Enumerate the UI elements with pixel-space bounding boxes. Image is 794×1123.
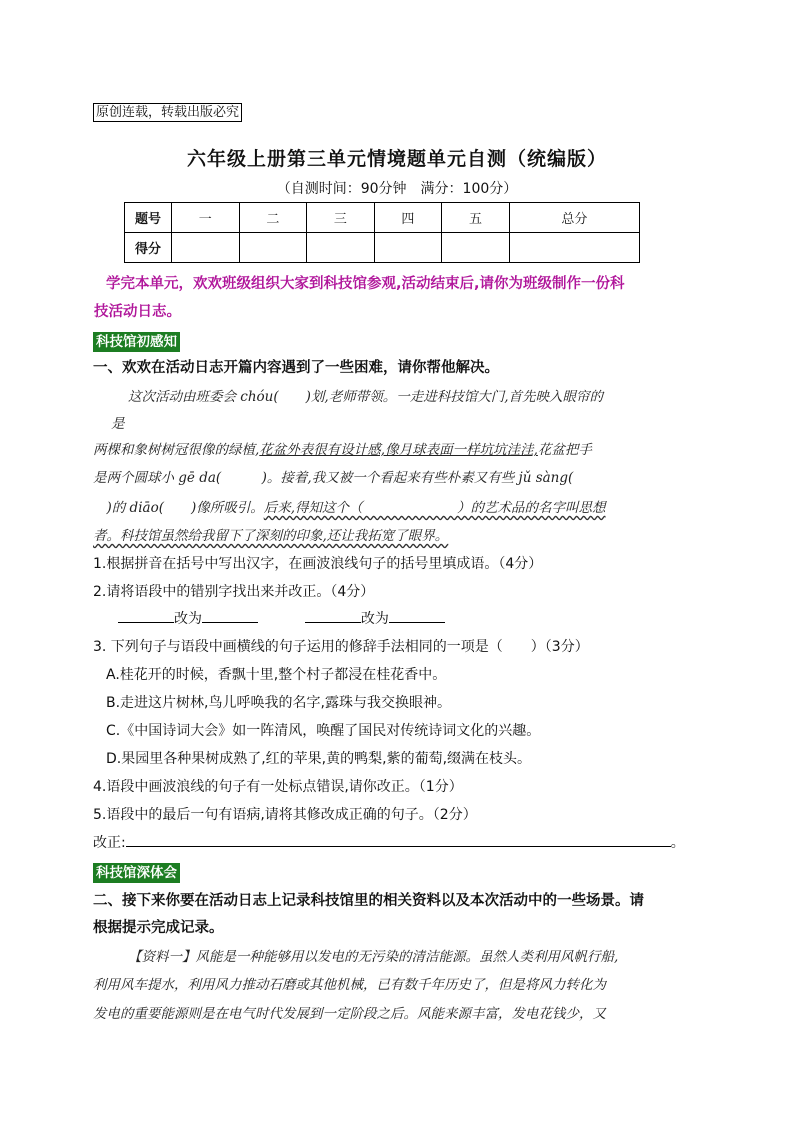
passage-line: [93, 496, 606, 516]
passage-text: )的 diāo( )像所吸引。: [93, 500, 264, 516]
passage-line: 是: [111, 416, 125, 432]
answer-line[interactable]: [126, 846, 671, 847]
section-tag: [93, 861, 180, 881]
question-heading: 一、欢欢在活动日志开篇内容遇到了一些困难，请你帮他解决。: [93, 360, 499, 376]
underlined-sentence: 花盆外表很有设计感,像月球表面一样坑坑洼洼,: [259, 442, 538, 458]
question-2: 2.请将语段中的错别字找出来并改正。（4分）: [93, 584, 375, 600]
table-cell: 四: [374, 203, 442, 233]
question-4: 4.语段中画波浪线的句子有一处标点错误,请你改正。（1分）: [93, 779, 463, 795]
section-tag-label: 科技馆深体会: [93, 863, 180, 883]
page-title: 六年级上册第三单元情境题单元自测（统编版）: [186, 148, 607, 170]
table-row: [125, 203, 640, 233]
table-cell: 总分: [509, 203, 639, 233]
option-a[interactable]: A.桂花开的时候，香飘十里,整个村子都浸在桂花香中。: [106, 667, 447, 683]
score-input-cell[interactable]: [307, 233, 375, 263]
table-cell: 五: [442, 203, 510, 233]
section-tag: [93, 330, 180, 350]
table-cell: 一: [172, 203, 240, 233]
passage-line: 是两个圆球小 gē da( )。接着,我又被一个看起来有些朴素又有些 jǔ sàng(: [93, 470, 574, 486]
table-cell: 三: [307, 203, 375, 233]
answer-blank[interactable]: [202, 622, 258, 623]
question-3: 3. 下列句子与语段中画横线的句子运用的修辞手法相同的一项是（ ）（3分）: [93, 639, 589, 655]
question-5-answer: [93, 832, 685, 852]
exam-subtitle: （自测时间：90分钟 满分：100分）: [276, 181, 518, 197]
material-line: 发电的重要能源则是在电气时代发展到一定阶段之后。风能来源丰富，发电花钱少，又: [93, 1006, 606, 1022]
passage-text: 两棵和象树树冠很像的绿植,: [93, 442, 260, 458]
option-c[interactable]: C.《中国诗词大会》如一阵清风，唤醒了国民对传统诗词文化的兴趣。: [106, 723, 541, 739]
question-heading: 根据提示完成记录。: [93, 920, 224, 936]
answer-end: 。: [670, 835, 685, 851]
table-row: [125, 233, 640, 263]
score-table: [124, 202, 640, 263]
option-d[interactable]: D.果园里各种果树成熟了,红的苹果,黄的鸭梨,紫的葡萄,缀满在枝头。: [106, 751, 532, 767]
answer-blank[interactable]: [118, 622, 174, 623]
question-1: 1.根据拼音在括号中写出汉字，在画波浪线句子的括号里填成语。（4分）: [93, 556, 543, 572]
option-b[interactable]: B.走进这片树林,鸟儿呼唤我的名字,露珠与我交换眼神。: [106, 695, 451, 711]
question-heading: 二、接下来你要在活动日志上记录科技馆里的相关资料以及本次活动中的一些场景。请: [93, 893, 644, 909]
material-line: 【资料一】风能是一种能够用以发电的无污染的清洁能源。虽然人类利用风帆行船,: [128, 949, 619, 965]
score-input-cell[interactable]: [172, 233, 240, 263]
question-2-fill: [118, 608, 445, 628]
fill-label: 改为: [360, 611, 389, 627]
score-input-cell[interactable]: [374, 233, 442, 263]
answer-label: 改正:: [93, 835, 126, 851]
wavy-sentence: 后来,得知这个（ ）的艺术品的名字叫思想: [263, 500, 606, 516]
material-line: 利用风车提水，利用风力推动石磨或其他机械，已有数千年历史了，但是将风力转化为: [93, 977, 606, 993]
passage-line: [93, 438, 592, 458]
question-5: 5.语段中的最后一句有语病,请将其修改成正确的句子。（2分）: [93, 807, 477, 823]
passage-line: 这次活动由班委会 chóu( )划,老师带领。一走进科技馆大门,首先映入眼帘的: [128, 389, 603, 405]
passage-line: 者。科技馆虽然给我留下了深刻的印象,还让我拓宽了眼界。: [93, 528, 449, 544]
score-input-cell[interactable]: [442, 233, 510, 263]
intro-line: 学完本单元，欢欢班级组织大家到科技馆参观,活动结束后,请你为班级制作一份科: [106, 276, 625, 292]
fill-label: 改为: [174, 611, 202, 627]
table-cell: 二: [239, 203, 307, 233]
passage-text: 花盆把手: [537, 442, 592, 458]
answer-blank[interactable]: [305, 622, 361, 623]
scenario-intro: [94, 270, 706, 326]
score-input-cell[interactable]: [239, 233, 307, 263]
answer-blank[interactable]: [389, 622, 445, 623]
table-cell: 得分: [125, 233, 172, 263]
score-input-cell[interactable]: [509, 233, 639, 263]
copyright-notice: 原创连载，转载出版必究: [93, 103, 242, 122]
intro-line: 技活动日志。: [94, 304, 181, 320]
table-cell: 题号: [125, 203, 172, 233]
section-tag-label: 科技馆初感知: [93, 332, 180, 352]
